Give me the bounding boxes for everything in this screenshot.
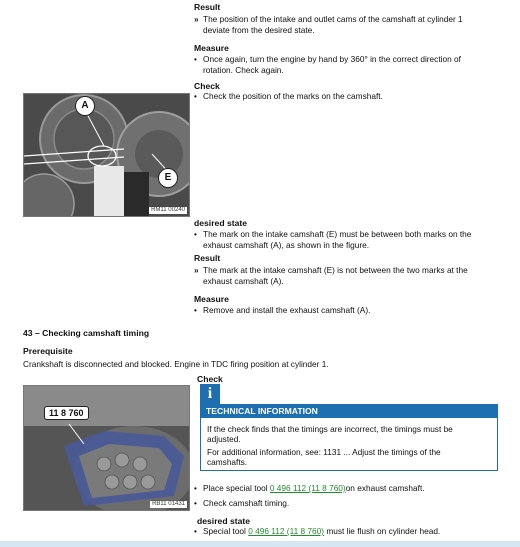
result-marker: » [194, 14, 199, 24]
desired-state-item [194, 229, 471, 250]
desired-state-item [194, 526, 440, 537]
technical-info-header [200, 404, 498, 418]
step-text: must lie flush on cylinder head. [324, 526, 441, 536]
desired-state-heading: desired state [197, 516, 251, 526]
measure-item [194, 54, 461, 75]
step-text: Check camshaft timing. [203, 498, 290, 508]
result-heading: Result [194, 2, 221, 12]
figure-reference: RB11 01431 [152, 501, 185, 507]
result-text-line: The position of the intake and outlet cams of the camshaft at cylinder 1 [203, 14, 463, 24]
info-text-line: camshafts. [207, 457, 248, 467]
measure-heading: Measure [194, 43, 229, 53]
result-text-line: exhaust camshaft (A). [203, 275, 284, 286]
prerequisite-heading: Prerequisite [23, 346, 73, 356]
bullet-icon: • [194, 91, 197, 101]
tool-number-tag: 11 8 760 [44, 406, 89, 420]
camshaft-marks-figure [23, 93, 190, 217]
prerequisite-text: Crankshaft is disconnected and blocked. Engine in TDC firing position at cylinder 1. [23, 359, 329, 369]
check-timing-step [194, 498, 289, 509]
result-text-line: deviate from the desired state. [203, 24, 315, 35]
check-heading: Check [197, 374, 223, 384]
camshaft-tool-figure [23, 385, 190, 511]
measure-item [194, 305, 370, 316]
step-text: on exhaust camshaft. [345, 483, 425, 493]
figure-reference: RM11 00240 [151, 207, 185, 213]
measure-text-line: Once again, turn the engine by hand by 360° in the correct direction of [203, 54, 461, 64]
page-bottom-bar [0, 541, 520, 547]
technical-info-title: TECHNICAL INFORMATION [206, 406, 318, 416]
step-text: Special tool [203, 526, 249, 536]
measure-text: Remove and install the exhaust camshaft (A). [203, 305, 371, 315]
camshaft-illustration [24, 94, 189, 216]
result-text-line: The mark at the intake camshaft (E) is not between the two marks at the [203, 265, 468, 275]
bullet-icon: • [194, 526, 197, 536]
callout-a: A [75, 96, 95, 116]
bullet-icon: • [194, 483, 197, 493]
callout-e: E [158, 168, 178, 188]
info-text-line: adjusted. [207, 434, 241, 444]
tool-illustration [24, 386, 189, 510]
result-marker: » [194, 265, 199, 275]
measure-text-line: rotation. Check again. [203, 64, 284, 75]
result-item [194, 265, 468, 286]
technical-info-box [200, 384, 498, 470]
bullet-icon: • [194, 498, 197, 508]
desired-text-line: The mark on the intake camshaft (E) must be between both marks on the [203, 229, 472, 239]
info-text-line: For additional information, see: 1131 ... Adjust the timings of the [207, 447, 441, 457]
place-tool-step [194, 483, 425, 494]
check-heading: Check [194, 81, 220, 91]
measure-heading: Measure [194, 294, 229, 304]
result-heading: Result [194, 253, 221, 263]
check-item [194, 91, 383, 102]
info-icon: i [200, 384, 220, 404]
result-item [194, 14, 463, 35]
special-tool-link[interactable]: 0 496 112 (11 8 760) [248, 526, 325, 536]
desired-state-heading: desired state [194, 218, 248, 228]
bullet-icon: • [194, 54, 197, 64]
step-text: Place special tool [203, 483, 270, 493]
check-text: Check the position of the marks on the camshaft. [203, 91, 383, 101]
bullet-icon: • [194, 305, 197, 315]
info-text-line: If the check finds that the timings are incorrect, the timings must be [207, 424, 453, 434]
desired-text-line: exhaust camshaft (A), as shown in the figure. [203, 239, 370, 250]
section-title: 43 – Checking camshaft timing [23, 328, 150, 338]
technical-info-body [200, 418, 498, 471]
special-tool-link[interactable]: 0 496 112 (11 8 760) [269, 483, 346, 493]
bullet-icon: • [194, 229, 197, 239]
